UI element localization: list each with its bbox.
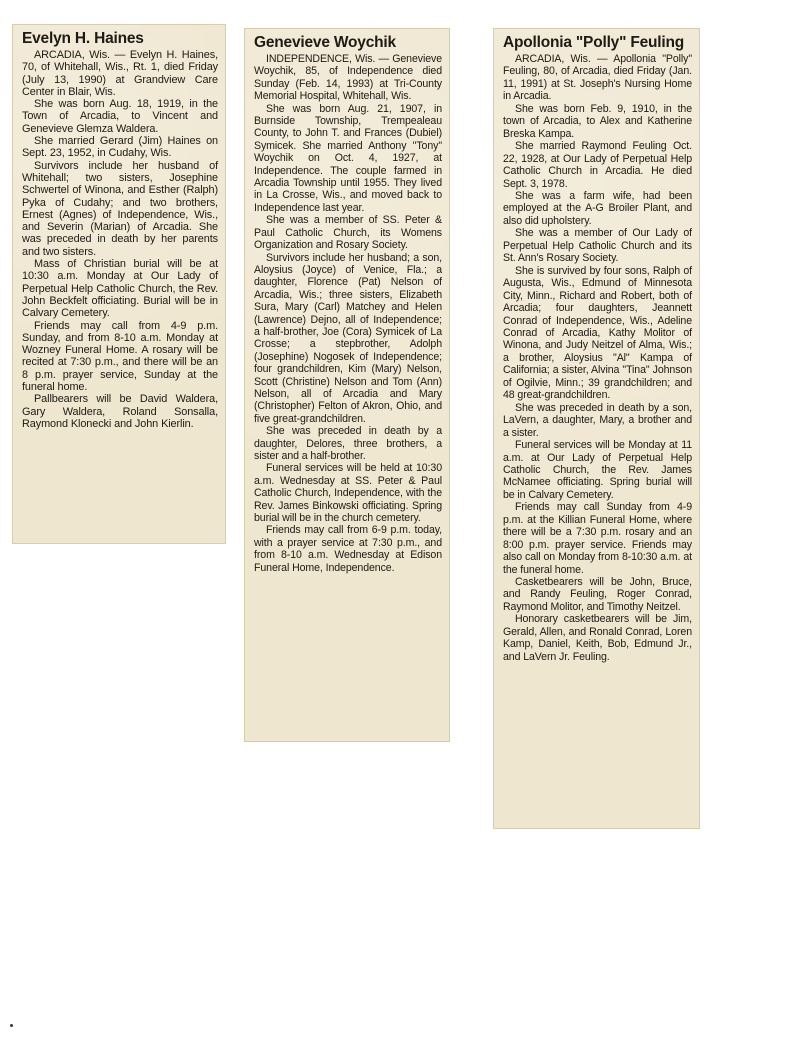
obituary-paragraph: Survivors include her husband of Whitehall; two sisters, Josephine Schwertel of Winona, and Esther (Ralph) Pyka of Cudahy; and two brothers, Ernest (Agnes) of Independence, Wis., and Severin (Marian) of Arcadia. She was preceded in death by her parents and two sisters. [22,159,218,258]
obituary-paragraph: ARCADIA, Wis. — Evelyn H. Haines, 70, of Whitehall, Wis., Rt. 1, died Friday (July 13, 1990) at Grandview Care Center in Blair, Wis. [22,49,218,98]
obituary-paragraph: Honorary casketbearers will be Jim, Gerald, Allen, and Ronald Conrad, Loren Kamp, Daniel, Keith, Bob, Edmund Jr., and LaVern Jr. Feuling. [503,613,692,663]
obituary-paragraph: She was a farm wife, had been employed at the A-G Broiler Plant, and also did upholstery. [503,189,692,227]
obituary-paragraph: Mass of Christian burial will be at 10:30 a.m. Monday at Our Lady of Perpetual Help Catholic Church, the Rev. John Beckfelt officiating. Burial will be in Calvary Cemetery. [22,258,218,320]
obituary-paragraph: She was a member of Our Lady of Perpetual Help Catholic Church and its St. Ann's Rosary Society. [503,227,692,265]
obituary-paragraph: She was born Feb. 9, 1910, in the town of Arcadia, to Alex and Katherine Breska Kampa. [503,102,692,140]
obituary-clipping-woychik [244,28,450,742]
scan-speck [10,1024,13,1027]
obituary-paragraph: Pallbearers will be David Waldera, Gary Waldera, Roland Sonsalla, Raymond Klonecki and John Kierlin. [22,393,218,430]
obituary-paragraph: ARCADIA, Wis. — Apollonia "Polly" Feuling, 80, of Arcadia, died Friday (Jan. 11, 1991) at St. Joseph's Nursing Home in Arcadia. [503,53,692,103]
obituary-paragraph: Friends may call from 6-9 p.m. today, with a prayer service at 7:30 p.m., and from 8-10 a.m. Wednesday at Edison Funeral Home, Independence. [254,524,442,574]
obituary-paragraph: Funeral services will be Monday at 11 a.m. at Our Lady of Perpetual Help Catholic Church, the Rev. James McNamee officiating. Spring burial will be in Calvary Cemetery. [503,439,692,501]
obituary-clipping-feuling [493,28,700,829]
obituary-paragraph: She was a member of SS. Peter & Paul Catholic Church, its Womens Organization and Rosary Society. [254,214,442,252]
obituary-paragraph: Funeral services will be held at 10:30 a.m. Wednesday at SS. Peter & Paul Catholic Church, Independence, with the Rev. James Binkowski officiating. Spring burial will be in the church cemetery. [254,462,442,525]
obituary-paragraph: She married Gerard (Jim) Haines on Sept. 23, 1952, in Cudahy, Wis. [22,135,218,160]
obituary-paragraph: She was preceded in death by a daughter, Delores, three brothers, a sister and a half-brother. [254,425,442,462]
obituary-headline: Evelyn H. Haines [22,30,144,47]
obituary-paragraph: She married Raymond Feuling Oct. 22, 1928, at Our Lady of Perpetual Help Catholic Church in Arcadia. He died Sept. 3, 1978. [503,140,692,190]
obituary-paragraph: Casketbearers will be John, Bruce, and Randy Feuling, Roger Conrad, Raymond Molitor, and Timothy Neitzel. [503,576,692,613]
obituary-clipping-haines [12,24,226,544]
obituary-headline: Genevieve Woychik [254,34,396,51]
obituary-paragraph: Friends may call Sunday from 4-9 p.m. at the Killian Funeral Home, where there will be a 7:30 p.m. rosary and an 8:00 p.m. prayer service. Friends may also call on Monday from 8-10:30 a.m. at the funeral home. [503,501,692,576]
obituary-paragraph: She was preceded in death by a son, LaVern, a daughter, Mary, a brother and a sister. [503,401,692,439]
obituary-paragraph: INDEPENDENCE, Wis. — Genevieve Woychik, 85, of Independence died Sunday (Feb. 14, 1993) at Tri-County Memorial Hospital, Whitehall, Wis. [254,53,442,103]
obituary-paragraph: She was born Aug. 18, 1919, in the Town of Arcadia, to Vincent and Genevieve Glemza Waldera. [22,98,218,135]
obituary-paragraph: She was born Aug. 21, 1907, in Burnside Township, Trempealeau County, to John T. and Frances (Dubiel) Symicek. She married Anthony "Tony" Woychik on Oct. 4, 1927, at Independence. The couple farmed in Arcadia Township until 1955. They lived in La Crosse, Wis., and moved back to Independence last year. [254,102,442,214]
obituary-paragraph: Survivors include her husband; a son, Aloysius (Joyce) of Venice, Fla.; a daughter, Florence (Pat) Nelson of Arcadia, Wis.; three sisters, Elizabeth Sura, Mary (Carl) Matchey and Helen (Lawrence) Dejno, all of Independence; a half-brother, Joe (Cora) Symicek of La Crosse; a stepbrother, Adolph (Josephine) Nogosek of Independence; four grandchildren, Kim (Mary) Nelson, Scott (Christine) Nelson and Tom (Ann) Nelson, all of Arcadia and Mary (Christopher) Felton of Akron, Ohio, and five great-grandchildren. [254,251,442,425]
obituary-paragraph: She is survived by four sons, Ralph of Augusta, Wis., Edmund of Minnesota City, Minn., Richard and Robert, both of Arcadia; four daughters, Jeannett Conrad of Independence, Wis., Adeline Conrad of Arcadia, Kathy Molitor of Winona, and Judy Neitzel of Alma, Wis.; a brother, Aloysius "Al" Kampa of California; a sister, Alvina "Tina" Johnson of Ogilvie, Minn.; 39 grandchildren; and 48 great-grandchildren. [503,264,692,402]
obituary-paragraph: Friends may call from 4-9 p.m. Sunday, and from 8-10 a.m. Monday at Wozney Funeral Home. A rosary will be recited at 7:30 p.m., and there will be an 8 p.m. prayer service, Sunday at the funeral home. [22,319,218,394]
obituary-headline: Apollonia "Polly" Feuling [503,34,685,51]
